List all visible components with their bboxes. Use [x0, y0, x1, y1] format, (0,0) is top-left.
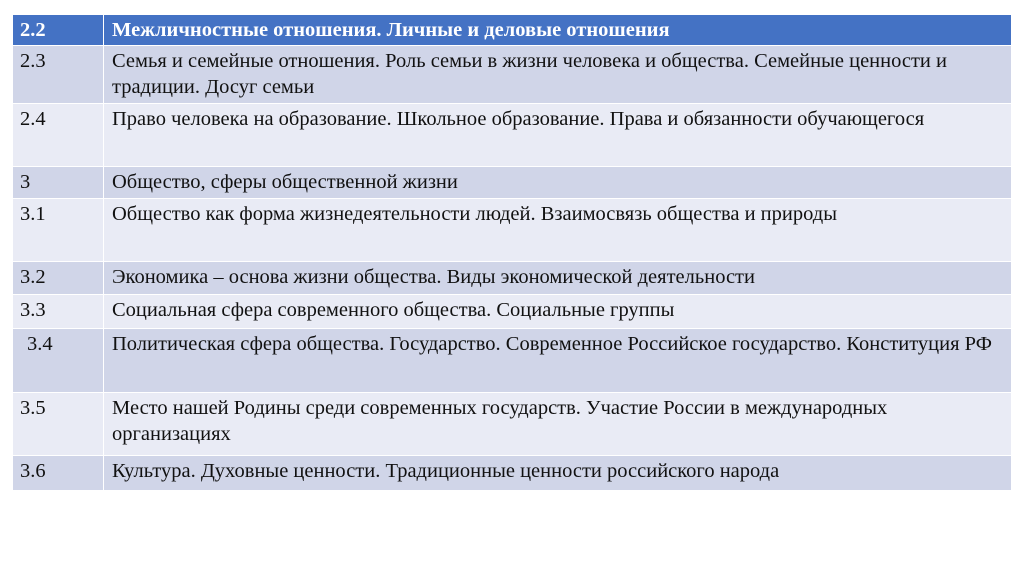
row-number-cell: 3.5	[13, 393, 104, 456]
table-row	[13, 46, 1012, 104]
row-topic-cell: Социальная сфера современного общества. Социальные группы	[104, 295, 1012, 329]
table-row	[13, 456, 1012, 491]
row-topic-cell: Место нашей Родины среди современных государств. Участие России в международных организациях	[104, 393, 1012, 456]
row-topic-cell: Семья и семейные отношения. Роль семьи в жизни человека и общества. Семейные ценности и традиции. Досуг семьи	[104, 46, 1012, 104]
topics-table-container	[12, 14, 1011, 491]
table-row	[13, 167, 1012, 199]
row-number-cell: 3.2	[13, 262, 104, 295]
row-number-cell: 2.3	[13, 46, 104, 104]
row-number-cell: 3.4	[13, 329, 104, 393]
row-topic-cell: Экономика – основа жизни общества. Виды экономической деятельности	[104, 262, 1012, 295]
table-row	[13, 295, 1012, 329]
table-row	[13, 262, 1012, 295]
row-number-cell: 3	[13, 167, 104, 199]
table-row	[13, 104, 1012, 167]
table-row	[13, 329, 1012, 393]
table-row	[13, 199, 1012, 262]
header-number-cell: 2.2	[13, 15, 104, 46]
header-title-cell: Межличностные отношения. Личные и деловые отношения	[104, 15, 1012, 46]
row-topic-cell: Культура. Духовные ценности. Традиционные ценности российского народа	[104, 456, 1012, 491]
row-number-cell: 3.3	[13, 295, 104, 329]
table-row	[13, 393, 1012, 456]
row-number-cell: 3.1	[13, 199, 104, 262]
row-number-cell: 3.6	[13, 456, 104, 491]
table-header-row	[13, 15, 1012, 46]
row-topic-cell: Политическая сфера общества. Государство. Современное Российское государство. Конституция РФ	[104, 329, 1012, 393]
row-topic-cell: Общество как форма жизнедеятельности людей. Взаимосвязь общества и природы	[104, 199, 1012, 262]
row-topic-cell: Общество, сферы общественной жизни	[104, 167, 1012, 199]
topics-table	[12, 14, 1012, 491]
row-number-cell: 2.4	[13, 104, 104, 167]
row-topic-cell: Право человека на образование. Школьное образование. Права и обязанности обучающегося	[104, 104, 1012, 167]
